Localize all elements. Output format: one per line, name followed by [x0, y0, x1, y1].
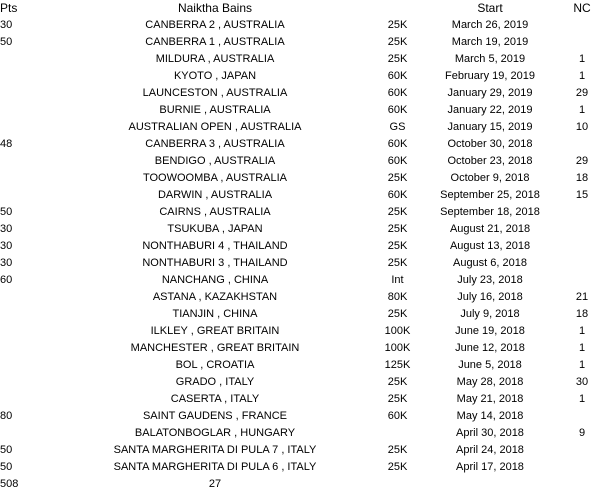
cell-event: ILKLEY , GREAT BRITAIN	[150, 325, 280, 337]
cell-start: January 22, 2019	[447, 104, 533, 116]
cell-distance: 60K	[387, 155, 408, 167]
cell-points: 48	[0, 138, 13, 150]
cell-event: BOL , CROATIA	[175, 359, 255, 371]
cell-start: March 26, 2019	[451, 19, 529, 31]
cell-event: CASERTA , ITALY	[170, 393, 260, 405]
cell-start: July 23, 2018	[457, 274, 523, 286]
totals-spacer-start	[425, 476, 555, 493]
column-header-event: Naiktha Bains	[177, 1, 253, 15]
cell-distance: 25K	[387, 240, 408, 252]
cell-nc: 18	[575, 308, 589, 320]
cell-nc: 29	[575, 87, 589, 99]
cell-nc: 1	[578, 53, 586, 65]
cell-start: June 12, 2018	[455, 342, 525, 354]
cell-start: October 23, 2018	[447, 155, 533, 167]
table-footer	[0, 476, 609, 493]
cell-start: July 9, 2018	[460, 308, 520, 320]
cell-nc: 10	[575, 121, 589, 133]
cell-distance: 25K	[387, 461, 408, 473]
cell-points: 50	[0, 36, 13, 48]
table-row	[0, 289, 609, 306]
cell-points	[0, 119, 60, 136]
cell-distance: 125K	[384, 359, 411, 371]
cell-nc	[555, 272, 609, 289]
cell-points	[0, 85, 60, 102]
cell-nc: 1	[578, 393, 586, 405]
table-row	[0, 34, 609, 51]
cell-points	[0, 306, 60, 323]
table-row	[0, 187, 609, 204]
table-row	[0, 51, 609, 68]
cell-points	[0, 374, 60, 391]
cell-start: August 13, 2018	[449, 240, 531, 252]
cell-start: May 28, 2018	[456, 376, 524, 388]
cell-distance: 60K	[387, 87, 408, 99]
cell-points	[0, 391, 60, 408]
cell-nc	[555, 17, 609, 34]
cell-points: 30	[0, 223, 13, 235]
cell-points	[0, 289, 60, 306]
table-row	[0, 357, 609, 374]
cell-nc: 18	[575, 172, 589, 184]
cell-points	[0, 153, 60, 170]
totals-points: 508	[0, 478, 19, 490]
cell-distance: 25K	[387, 172, 408, 184]
cell-start: April 17, 2018	[456, 461, 524, 473]
cell-event: ASTANA , KAZAKHSTAN	[152, 291, 278, 303]
cell-event: CANBERRA 1 , AUSTRALIA	[145, 36, 285, 48]
column-header-start: Start	[477, 1, 503, 15]
table-row	[0, 17, 609, 34]
cell-event: CANBERRA 3 , AUSTRALIA	[145, 138, 285, 150]
cell-event: CANBERRA 2 , AUSTRALIA	[145, 19, 285, 31]
cell-points: 60	[0, 274, 13, 286]
cell-points	[0, 340, 60, 357]
cell-start: March 19, 2019	[451, 36, 529, 48]
cell-points: 50	[0, 461, 13, 473]
cell-event: SANTA MARGHERITA DI PULA 6 , ITALY	[113, 461, 317, 473]
column-header-pts: Pts	[0, 1, 18, 15]
cell-event: GRADO , ITALY	[175, 376, 255, 388]
cell-start: March 5, 2019	[454, 53, 526, 65]
cell-points: 30	[0, 19, 13, 31]
totals-row	[0, 476, 609, 493]
cell-event: DARWIN , AUSTRALIA	[157, 189, 273, 201]
table-row	[0, 323, 609, 340]
totals-spacer-dist	[370, 476, 425, 493]
cell-event: AUSTRALIAN OPEN , AUSTRALIA	[128, 121, 302, 133]
table-row	[0, 68, 609, 85]
cell-event: NONTHABURI 4 , THAILAND	[142, 240, 288, 252]
cell-points	[0, 170, 60, 187]
cell-distance: 25K	[387, 376, 408, 388]
cell-start: February 19, 2019	[445, 70, 535, 82]
cell-distance: 25K	[387, 19, 408, 31]
cell-distance: 25K	[387, 393, 408, 405]
table-row	[0, 425, 609, 442]
table-row	[0, 170, 609, 187]
cell-start: January 15, 2019	[447, 121, 533, 133]
table-row	[0, 238, 609, 255]
table-row	[0, 85, 609, 102]
table-row	[0, 272, 609, 289]
cell-distance: 25K	[387, 53, 408, 65]
cell-start: August 21, 2018	[449, 223, 531, 235]
cell-start: May 14, 2018	[456, 410, 524, 422]
cell-distance: 60K	[387, 104, 408, 116]
cell-nc	[555, 442, 609, 459]
cell-event: LAUNCESTON , AUSTRALIA	[142, 87, 288, 99]
cell-distance: 25K	[387, 257, 408, 269]
table-row	[0, 255, 609, 272]
cell-points	[0, 425, 60, 442]
cell-event: NONTHABURI 3 , THAILAND	[142, 257, 288, 269]
cell-start: July 16, 2018	[457, 291, 523, 303]
cell-start: June 5, 2018	[458, 359, 522, 371]
table-row	[0, 374, 609, 391]
cell-distance: GS	[389, 121, 406, 133]
cell-nc	[555, 238, 609, 255]
cell-distance: 60K	[387, 410, 408, 422]
cell-points: 50	[0, 206, 13, 218]
table-row	[0, 306, 609, 323]
cell-nc	[555, 34, 609, 51]
cell-start: September 18, 2018	[440, 206, 540, 218]
cell-nc	[555, 136, 609, 153]
table-row	[0, 221, 609, 238]
cell-points: 50	[0, 444, 13, 456]
cell-start: January 29, 2019	[447, 87, 533, 99]
cell-event: TSUKUBA , JAPAN	[167, 223, 263, 235]
cell-points	[0, 323, 60, 340]
cell-nc: 29	[575, 155, 589, 167]
cell-nc: 1	[578, 359, 586, 371]
cell-event: BENDIGO , AUSTRALIA	[154, 155, 276, 167]
cell-nc: 1	[578, 104, 586, 116]
cell-distance	[370, 425, 425, 442]
cell-event: SAINT GAUDENS , FRANCE	[142, 410, 288, 422]
cell-event: NANCHANG , CHINA	[161, 274, 269, 286]
cell-event: MANCHESTER , GREAT BRITAIN	[130, 342, 300, 354]
column-header-nc: NC	[573, 1, 591, 15]
cell-event: CAIRNS , AUSTRALIA	[159, 206, 271, 218]
cell-event: BALATONBOGLAR , HUNGARY	[134, 427, 296, 439]
cell-points	[0, 102, 60, 119]
table-body	[0, 17, 609, 476]
cell-distance: 25K	[387, 308, 408, 320]
cell-nc: 21	[575, 291, 589, 303]
cell-start: October 9, 2018	[450, 172, 530, 184]
cell-start: April 24, 2018	[456, 444, 524, 456]
cell-points	[0, 51, 60, 68]
table-header-row	[0, 0, 609, 17]
cell-nc: 9	[578, 427, 586, 439]
table-row	[0, 204, 609, 221]
cell-distance: 60K	[387, 138, 408, 150]
column-header-dist	[370, 0, 425, 17]
cell-nc: 1	[578, 70, 586, 82]
cell-nc: 1	[578, 342, 586, 354]
table-row	[0, 136, 609, 153]
cell-start: September 25, 2018	[440, 189, 540, 201]
cell-event: TOOWOOMBA , AUSTRALIA	[142, 172, 288, 184]
cell-points	[0, 187, 60, 204]
cell-start: May 21, 2018	[456, 393, 524, 405]
cell-distance: 60K	[387, 70, 408, 82]
cell-points: 30	[0, 257, 13, 269]
totals-count: 27	[208, 478, 222, 490]
cell-distance: 60K	[387, 189, 408, 201]
cell-event: SANTA MARGHERITA DI PULA 7 , ITALY	[113, 444, 317, 456]
totals-spacer-nc	[555, 476, 609, 493]
cell-distance: 80K	[387, 291, 408, 303]
cell-distance: Int	[391, 274, 404, 286]
cell-nc	[555, 408, 609, 425]
cell-distance: 25K	[387, 36, 408, 48]
cell-event: TIANJIN , CHINA	[172, 308, 258, 320]
cell-nc	[555, 221, 609, 238]
cell-points: 80	[0, 410, 13, 422]
cell-start: April 30, 2018	[456, 427, 524, 439]
cell-event: BURNIE , AUSTRALIA	[159, 104, 271, 116]
cell-event: MILDURA , AUSTRALIA	[155, 53, 275, 65]
cell-nc: 1	[578, 325, 586, 337]
cell-start: June 19, 2018	[455, 325, 525, 337]
cell-distance: 25K	[387, 223, 408, 235]
table-row	[0, 459, 609, 476]
cell-nc	[555, 204, 609, 221]
cell-points: 30	[0, 240, 13, 252]
cell-distance: 25K	[387, 206, 408, 218]
cell-start: August 6, 2018	[452, 257, 527, 269]
cell-nc: 15	[575, 189, 589, 201]
cell-start: October 30, 2018	[447, 138, 533, 150]
cell-nc	[555, 459, 609, 476]
table-row	[0, 153, 609, 170]
cell-points	[0, 357, 60, 374]
cell-nc: 30	[575, 376, 589, 388]
table-row	[0, 408, 609, 425]
table-row	[0, 119, 609, 136]
table-header	[0, 0, 609, 17]
table-row	[0, 391, 609, 408]
cell-event: KYOTO , JAPAN	[173, 70, 257, 82]
table-row	[0, 340, 609, 357]
table-row	[0, 102, 609, 119]
cell-nc	[555, 255, 609, 272]
cell-distance: 100K	[384, 325, 411, 337]
cell-distance: 100K	[384, 342, 411, 354]
cell-points	[0, 68, 60, 85]
cell-distance: 25K	[387, 444, 408, 456]
table-row	[0, 442, 609, 459]
